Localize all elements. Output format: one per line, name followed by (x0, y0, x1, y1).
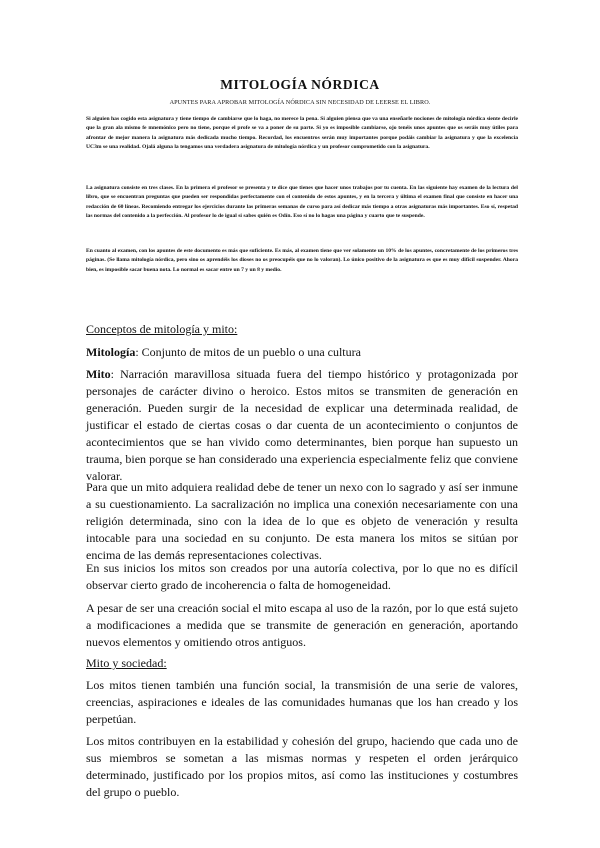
paragraph-creacion-social: A pesar de ser una creación social el mito escapa al uso de la razón, por lo que está sujeto a modificaciones a medida que se transmite de generación en generación, aportando nuevos elementos y omitiendo otros antiguos. (86, 601, 518, 649)
definition-mitologia (86, 344, 518, 361)
document-title: MITOLOGÍA NÓRDICA (220, 77, 380, 92)
term-mito: Mito (86, 367, 111, 381)
paragraph-funcion-social: Los mitos tienen también una función social, la transmisión de una serie de valores, creencias, aspiraciones e ideales de las comunidades humanas que los han creado y los perpetúan. (86, 678, 518, 726)
term-mitologia: Mitología (86, 345, 136, 359)
definition-mitologia-text: : Conjunto de mitos de un pueblo o una cultura (135, 345, 361, 359)
section-heading-conceptos: Conceptos de mitología y mito: (86, 322, 238, 336)
definition-mito (86, 366, 518, 485)
intro-paragraph-2: La asignatura consiste en tres clases. En la primera el profesor se presenta y te dice que tienes que hacer unos trabajos por tu cuenta. En las siguiente hay examen de la lectura del libro, que se encuentran preguntas que pueden ser respondidas perfectamente con el contenido de estos apuntes, y en la tercera y última el examen final que consiste en hacer una redacción de 60 líneas. Recomiendo entregar los ejercicios durante las primeras semanas de curso para así dedicar más tiempo a otras asignaturas más importantes. Eso sí, respetad las normas del contenido a la perfección. Al profesor lo de igual si sabes quién es Odín. Eso sí no lo hagas una página y cuarto que te suspende. (86, 185, 518, 219)
section-heading-sociedad: Mito y sociedad: (86, 656, 167, 670)
intro-paragraph-1: Si alguien has cogido esta asignatura y tiene tiempo de cambiarse que lo haga, no merece la pena. Si alguien piensa que va una enseñarle nociones de mitología nórdica siente decirle que la gran ala mismo fe mnemónico pero no tiene, porque el profe se va a poner de su parte. Si yo es imposible cambiarse, ojo tenéis unos apuntes que os seráis muy útiles para afrontar de mejor manera la asignatura más dedicada mucho tiempo. Recordad, los encuentros serán muy importantes porque podáis cambiar la asignatura y que la excelencia UC3m se una realidad. Ojalá alguna la tengamos una verdadera asignatura de mitología nórdica y un profesor comprometido con la asignatura. (86, 116, 518, 150)
paragraph-sacralizacion: Para que un mito adquiera realidad debe de tener un nexo con lo sagrado y así ser inmune a su cuestionamiento. La sacralización no implica una conexión necesariamente con una religión determinada, sino con la idea de lo que es objeto de veneración y resulta intocable para una sociedad en su conjunto. De esta manera los mitos se sitúan por encima de las demás representaciones colectivas. (86, 480, 518, 562)
document-subtitle: APUNTES PARA APROBAR MITOLOGÍA NÓRDICA SIN NECESIDAD DE LEERSE EL LIBRO. (169, 99, 431, 106)
intro-paragraph-3: En cuanto al examen, con los apuntes de este documento es más que suficiente. Es más, al examen tiene que ver solamente un 10% de los apuntes, concretamente de los primeros tres páginas. (Se llama mitología nórdica, pero sino os aprendéis los dioses no os preocupéis que no lo valoran). Lo único positivo de la asignatura es que es muy difícil suspender. Ahora bien, es imposible sacar buena nota. Lo normal es sacar entre un 7 y un 8 y medio. (86, 248, 518, 273)
definition-mito-text: : Narración maravillosa situada fuera del tiempo histórico y protagonizada por personajes de carácter divino o heroico. Estos mitos se transmiten de generación en generación. Pueden surgir de la necesidad de explicar una determinada realidad, de justificar el estado de ciertas cosas o dar cuenta de un acontecimiento o conjuntos de acontecimientos que se han vivido como determinantes, bien porque han supuesto un trauma, bien porque se han considerado una experiencia especialmente feliz que conviene valorar. (86, 367, 518, 483)
paragraph-cohesion: Los mitos contribuyen en la estabilidad y cohesión del grupo, haciendo que cada uno de sus miembros se sometan a las mismas normas y respeten el orden jerárquico determinado, justificado por los propios mitos, así como las instituciones y costumbres del grupo o pueblo. (86, 734, 518, 799)
paragraph-autoria-colectiva: En sus inicios los mitos son creados por una autoría colectiva, por lo que no es difícil observar cierto grado de incoherencia o falta de homogeneidad. (86, 561, 518, 592)
